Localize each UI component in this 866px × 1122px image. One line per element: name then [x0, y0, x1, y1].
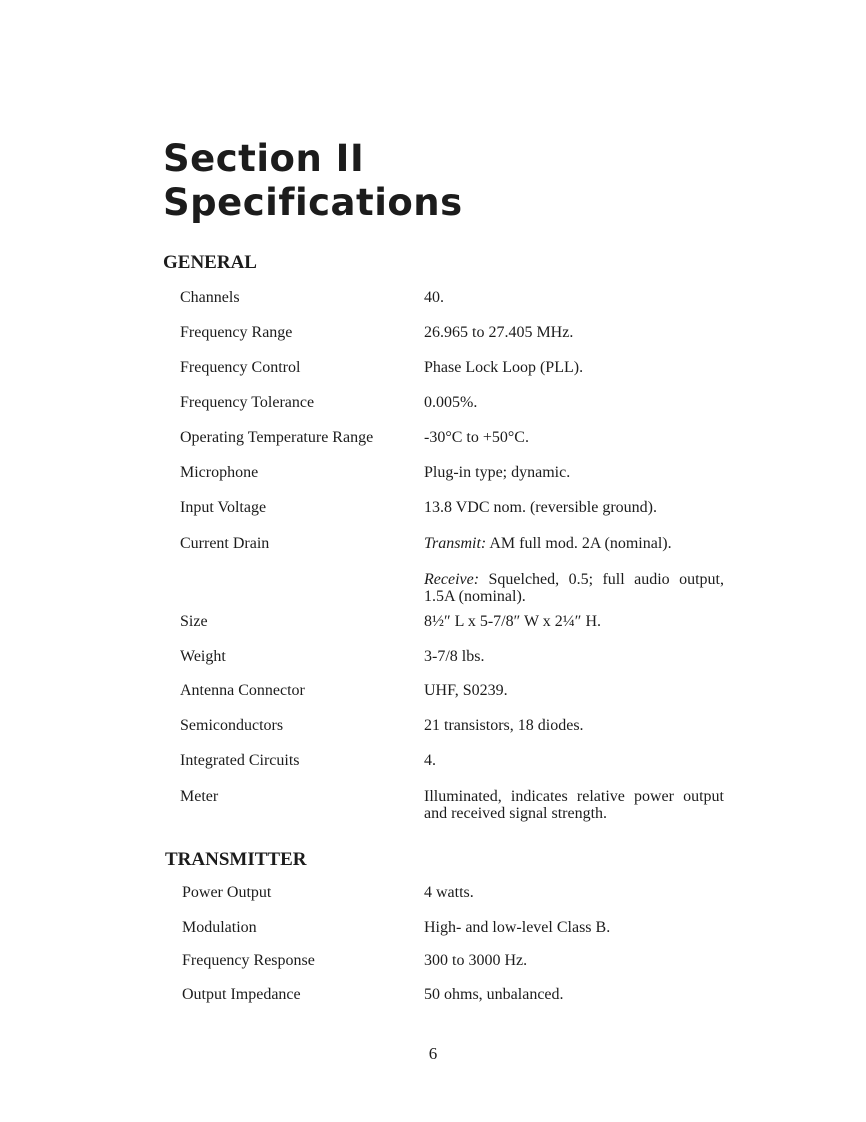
spec-value: Phase Lock Loop (PLL). [424, 359, 584, 376]
transmit-value: AM full mod. 2A (nominal). [489, 535, 672, 552]
spec-label: Microphone [180, 464, 259, 481]
spec-value: 0.005%. [424, 394, 478, 411]
spec-value: 3-7/8 lbs. [424, 648, 485, 665]
page-title: Specifications [163, 181, 463, 224]
spec-value: Illuminated, indicates relative power output and received signal strength. [424, 788, 724, 822]
receive-value: Squelched, 0.5; full audio output, 1.5A (nominal). [424, 571, 724, 605]
receive-label: Receive: [424, 571, 480, 588]
spec-value: 4 watts. [424, 884, 474, 901]
spec-value: 50 ohms, unbalanced. [424, 986, 564, 1003]
section-title: Section II [163, 137, 365, 180]
spec-value [424, 571, 724, 605]
spec-label: Meter [180, 788, 219, 805]
spec-value: Plug-in type; dynamic. [424, 464, 571, 481]
transmitter-heading: TRANSMITTER [165, 849, 307, 870]
page-number: 6 [428, 1044, 438, 1063]
spec-label: Modulation [182, 919, 257, 936]
transmit-label: Transmit: [424, 535, 487, 552]
spec-label: Frequency Tolerance [180, 394, 315, 411]
spec-label: Size [180, 613, 208, 630]
spec-label: Power Output [182, 884, 272, 901]
spec-label: Operating Temperature Range [180, 429, 374, 446]
spec-value: 21 transistors, 18 diodes. [424, 717, 584, 734]
spec-value: High- and low-level Class B. [424, 919, 611, 936]
spec-value: UHF, S0239. [424, 682, 508, 699]
spec-label: Output Impedance [182, 986, 301, 1003]
spec-value [424, 535, 724, 552]
spec-value: 300 to 3000 Hz. [424, 952, 528, 969]
spec-label: Current Drain [180, 535, 270, 552]
spec-label: Channels [180, 289, 240, 306]
spec-label: Frequency Range [180, 324, 293, 341]
spec-value: -30°C to +50°C. [424, 429, 529, 446]
spec-label: Integrated Circuits [180, 752, 300, 769]
spec-value: 8½″ L x 5-7/8″ W x 2¼″ H. [424, 613, 602, 630]
spec-value: 26.965 to 27.405 MHz. [424, 324, 574, 341]
spec-label: Frequency Response [182, 952, 315, 969]
spec-label: Input Voltage [180, 499, 267, 516]
spec-value: 40. [424, 289, 444, 306]
spec-value: 4. [424, 752, 436, 769]
spec-value: 13.8 VDC nom. (reversible ground). [424, 499, 657, 516]
general-heading: GENERAL [163, 252, 257, 273]
spec-label: Antenna Connector [180, 682, 305, 699]
spec-label: Semiconductors [180, 717, 284, 734]
spec-label: Frequency Control [180, 359, 301, 376]
spec-label: Weight [180, 648, 226, 665]
